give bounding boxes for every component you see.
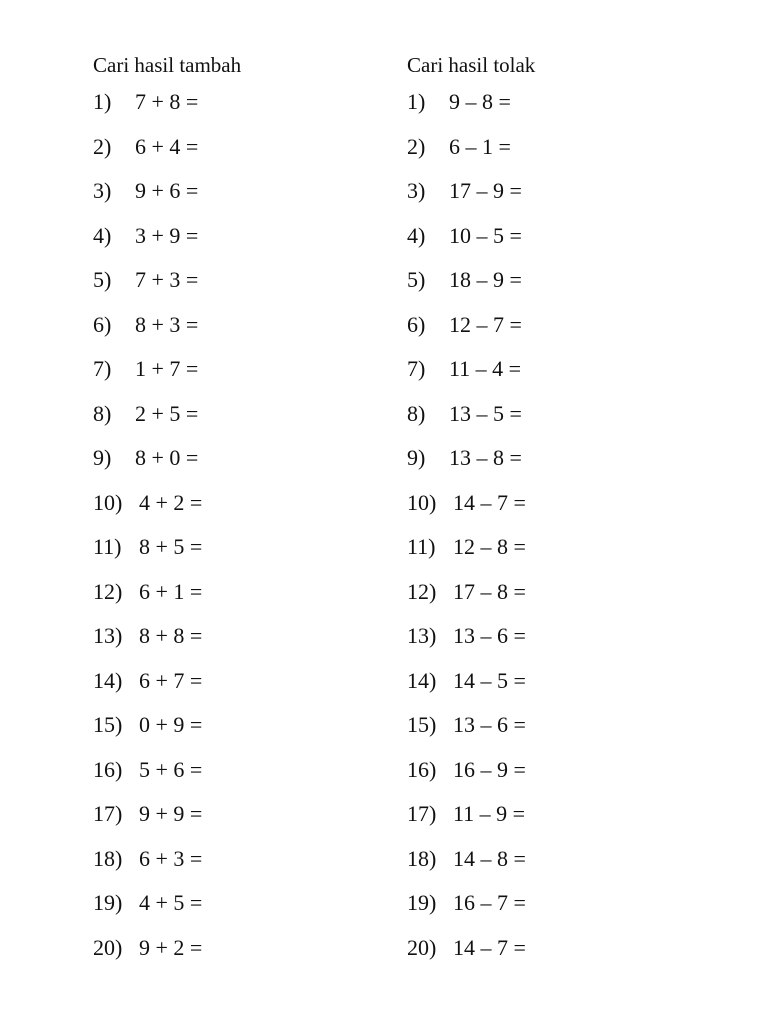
problem-number: 20) — [407, 934, 437, 960]
subtraction-problem — [407, 125, 535, 170]
subtraction-problem — [407, 258, 535, 303]
problem-number: 3) — [93, 178, 112, 204]
addition-problem — [93, 926, 241, 971]
problem-expression: 4 + 5 = — [139, 890, 203, 916]
problem-expression: 2 + 5 = — [135, 400, 199, 426]
subtraction-column — [407, 50, 535, 970]
problem-expression: 16 – 9 = — [453, 756, 526, 782]
problem-number: 3) — [407, 178, 426, 204]
problem-expression: 17 – 8 = — [453, 578, 526, 604]
problem-number: 11) — [407, 534, 436, 560]
problem-expression: 6 + 3 = — [139, 845, 203, 871]
addition-problem — [93, 659, 241, 704]
addition-problem — [93, 614, 241, 659]
problem-number: 7) — [407, 356, 426, 382]
problem-expression: 9 + 2 = — [139, 934, 203, 960]
subtraction-problem — [407, 481, 535, 526]
problem-expression: 9 + 6 = — [135, 178, 199, 204]
subtraction-problem — [407, 748, 535, 793]
problem-expression: 12 – 7 = — [449, 311, 522, 337]
problem-expression: 7 + 8 = — [135, 89, 199, 115]
problem-number: 12) — [407, 578, 437, 604]
problem-number: 15) — [93, 712, 123, 738]
problem-number: 12) — [93, 578, 123, 604]
addition-problem — [93, 169, 241, 214]
addition-problem — [93, 258, 241, 303]
problem-number: 6) — [407, 311, 426, 337]
problem-expression: 11 – 4 = — [449, 356, 522, 382]
problem-expression: 16 – 7 = — [453, 890, 526, 916]
problem-number: 1) — [93, 89, 112, 115]
problem-number: 14) — [93, 667, 123, 693]
addition-title: Cari hasil tambah — [93, 53, 242, 77]
problem-number: 11) — [93, 534, 122, 560]
problem-number: 4) — [407, 222, 426, 248]
addition-problem — [93, 481, 241, 526]
problem-number: 15) — [407, 712, 437, 738]
problem-number: 8) — [93, 400, 112, 426]
subtraction-problem — [407, 881, 535, 926]
subtraction-problem-list — [407, 80, 535, 970]
problem-expression: 9 + 9 = — [139, 801, 203, 827]
subtraction-problem — [407, 525, 535, 570]
subtraction-problem — [407, 80, 535, 125]
problem-expression: 4 + 2 = — [139, 489, 203, 515]
problem-expression: 6 + 7 = — [139, 667, 203, 693]
subtraction-problem — [407, 214, 535, 259]
problem-expression: 10 – 5 = — [449, 222, 522, 248]
problem-number: 10) — [407, 489, 437, 515]
addition-problem — [93, 80, 241, 125]
subtraction-problem — [407, 347, 535, 392]
problem-number: 18) — [93, 845, 123, 871]
problem-expression: 8 + 3 = — [135, 311, 199, 337]
subtraction-title: Cari hasil tolak — [407, 53, 536, 77]
problem-number: 5) — [93, 267, 112, 293]
problem-number: 16) — [93, 756, 123, 782]
addition-problem — [93, 748, 241, 793]
problem-expression: 6 – 1 = — [449, 133, 511, 159]
subtraction-problem — [407, 926, 535, 971]
subtraction-problem — [407, 659, 535, 704]
problem-number: 18) — [407, 845, 437, 871]
subtraction-problem — [407, 614, 535, 659]
problem-expression: 9 – 8 = — [449, 89, 511, 115]
addition-problem — [93, 392, 241, 437]
subtraction-problem — [407, 703, 535, 748]
problem-number: 7) — [93, 356, 112, 382]
subtraction-problem — [407, 837, 535, 882]
problem-number: 17) — [93, 801, 123, 827]
problem-expression: 6 + 4 = — [135, 133, 199, 159]
addition-problem — [93, 837, 241, 882]
problem-number: 4) — [93, 222, 112, 248]
problem-number: 1) — [407, 89, 426, 115]
problem-number: 14) — [407, 667, 437, 693]
addition-problem — [93, 703, 241, 748]
subtraction-problem — [407, 436, 535, 481]
addition-problem — [93, 436, 241, 481]
problem-number: 9) — [93, 445, 112, 471]
problem-expression: 12 – 8 = — [453, 534, 526, 560]
addition-problem — [93, 347, 241, 392]
problem-number: 10) — [93, 489, 123, 515]
problem-expression: 3 + 9 = — [135, 222, 199, 248]
addition-problem — [93, 214, 241, 259]
problem-number: 19) — [93, 890, 123, 916]
problem-number: 8) — [407, 400, 426, 426]
problem-expression: 5 + 6 = — [139, 756, 203, 782]
addition-problem — [93, 125, 241, 170]
problem-expression: 13 – 6 = — [453, 623, 526, 649]
problem-expression: 7 + 3 = — [135, 267, 199, 293]
problem-expression: 0 + 9 = — [139, 712, 203, 738]
problem-number: 16) — [407, 756, 437, 782]
problem-number: 6) — [93, 311, 112, 337]
problem-expression: 13 – 8 = — [449, 445, 522, 471]
problem-expression: 17 – 9 = — [449, 178, 522, 204]
subtraction-problem — [407, 792, 535, 837]
addition-problem — [93, 881, 241, 926]
addition-column — [93, 50, 241, 970]
problem-expression: 6 + 1 = — [139, 578, 203, 604]
addition-problem — [93, 303, 241, 348]
problem-number: 9) — [407, 445, 426, 471]
problem-expression: 8 + 5 = — [139, 534, 203, 560]
problem-expression: 14 – 7 = — [453, 489, 526, 515]
addition-problem — [93, 525, 241, 570]
problem-expression: 8 + 8 = — [139, 623, 203, 649]
problem-expression: 11 – 9 = — [453, 801, 526, 827]
problem-expression: 14 – 7 = — [453, 934, 526, 960]
addition-problem — [93, 792, 241, 837]
problem-number: 2) — [93, 133, 112, 159]
subtraction-problem — [407, 169, 535, 214]
problem-expression: 13 – 6 = — [453, 712, 526, 738]
subtraction-problem — [407, 303, 535, 348]
addition-problem — [93, 570, 241, 615]
problem-expression: 14 – 8 = — [453, 845, 526, 871]
problem-number: 17) — [407, 801, 437, 827]
problem-number: 2) — [407, 133, 426, 159]
problem-expression: 8 + 0 = — [135, 445, 199, 471]
problem-expression: 14 – 5 = — [453, 667, 526, 693]
problem-number: 5) — [407, 267, 426, 293]
problem-number: 20) — [93, 934, 123, 960]
problem-expression: 13 – 5 = — [449, 400, 522, 426]
problem-expression: 18 – 9 = — [449, 267, 522, 293]
problem-number: 13) — [407, 623, 437, 649]
subtraction-problem — [407, 570, 535, 615]
problem-number: 19) — [407, 890, 437, 916]
subtraction-problem — [407, 392, 535, 437]
addition-problem-list — [93, 80, 241, 970]
problem-number: 13) — [93, 623, 123, 649]
problem-expression: 1 + 7 = — [135, 356, 199, 382]
